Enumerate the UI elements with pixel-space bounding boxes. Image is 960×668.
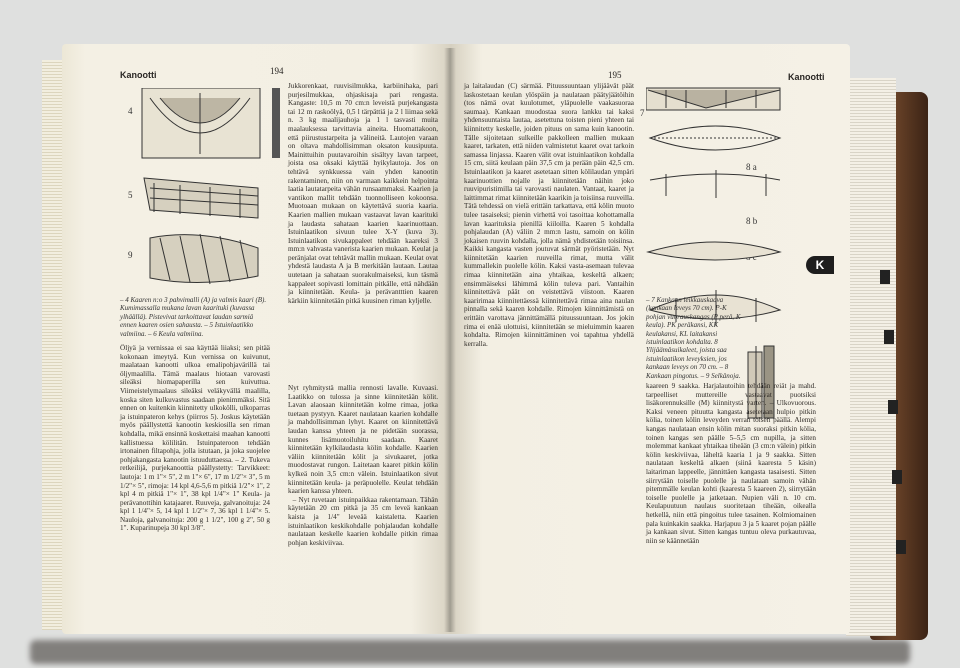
left-page-column-2-lower: Nyt ryhmitystä mallia rennosti lavalle. Kuvaasi. Laatikko on tulossa ja sinne kiinnitetään kölit. Lavan alaosaan kiinnitetään kolme rimaa, jotka tuetaan pystyyn. Kaaret naulataan kaarien kohdalle ja mahdollisimman lyhyt. Kaaret on kiinnitettävä laudan kanssa yhteen ja ne pidetään suorassa, kunnes lisämuotoiluhitu saadaan. Kaaret kiinnitetään kylkilaudasta kölin kohdalle. Kaarien väliin kiinnitetään kölit ja sivukaaret, jotka muodostavat rungon. Laitetaan kaaret pitkin kölin kylkeä noin 3,5 cm:n välein. Istuinlaatikon sivut kiinnitetään keula- ja peräpuolelle. Keulat tehdään kaarien kanssa yhteen. – Nyt ruvetaan istuinpaikkaa rakentamaan. Tähän käytetään 20 cm pitkä ja 35 cm leveä kankaan kaista ja 1/4" leveää kaistaletta. Kaarien istuinlaatikon keskikohdalle pohjalaudan kohdalle naulataan keskelle kaarien kohdalle pitkin rimaa pohjan keskiviivaa. xyxy=(288,384,439,547)
left-page-column-2-upper: Jukkorenkaat, ruuvisilmukka, karbiinihaka, pari purjesilmukkaa, ohjaskisaja pari rengasta. Kangaste: 10,5 m 70 cm:n leveistä purjekangasta tai 12 m raskoölyä, 0,5 l tärpättiä ja 2 l liimaa sekä n. 3 kg maalijauhoja ja 1 l tasvasti muita maalauksessa tarvittavia aineita. Huomattakoon, että piirustustarpeita ja välineitä. Lautojen varaan on oltava mahdollisimman oksaton kuusipuuta. Mainittuihin puutavaroihin sisältyy lavan tarpeet, joista osa oksaki käyttää hyikylautoja. Jos on tehtävä synkkuessa vain yhden kanootin rakentaminen, niin on varmaan kaikkein helpointa laatia lautatarpeita vähän runsaammaksi. Kaarien ja vantikon mallit tehdään tuonnolliseen kokoonsa. Muotoaan mukaan on käytettävä suoria kaaria. Kaarien mallien mukaan vastaavat lavan kaarituki ja laudasta sahataan kaarien kaarinuottaan. Istuinlaatikon sivuun tulee X-Y (kuva 3). Istuinlaatikon sivukappaleet tehdään kaareksi 3 mm:n vahvasta vanerista kaarien mukaan. Keulat ja peränjalat ovat tehtävät mallin mukaan. Keulat ovat yhdestä laudasta A ja B merkitään lautaan. Lautaa uutetaan ja sahataan suorakulmaiseksi, kun täsmä kappaleet sopivasti lomittain pitkälle, että nähdään ja kiinnitetään. Keula- ja perävantttien kaaren kärkiin kiinnitetään pitkä kuusinen riman kyljelle. xyxy=(288,82,440,305)
thumb-index-tab xyxy=(888,400,898,414)
thumb-index-k-tab: K xyxy=(806,256,834,274)
right-page-column-1: ja laitalaudan (C) särmää. Pituussuuntaan ylijäävät päät laskostetaan keulan ylöspäin ja naulataan päätyjäätöihin (tos nämä ovat kuulotumet, yläpuolelle vaakasuoraa saumaa). Kankaan muodostaa suora lankku tai kaksi yhdensuuntaista lautaa, asetettuna toisten pieni yhteen tai kiinnitetty keskelle, joiden pituus on sama kuin kanootin. Tälle sijoitetaan sulkeille pakkolleen mallien mukaan kaaret, tarkaten, että niiden valmistetut kaaret ovat tarkoin samassa linjassa. Kaaren välit ovat istuinlaatikon kohdalla 15 cm, siitä keulaan päin 37,5 cm ja perään päin 42,5 cm. Istuinlaatikon ja kaaret asetetaan sitten kölilaudan ympäri kaarinuottien nojalle ja kiinnitetään näihin joko ruuvipuristimilla tai varovasti naulaten. Vantaat, kaaret ja laittimmat rimat kiinnitetään kaarikin ja toisiinsa ruuveilla. Tätä tehdessä on vielä erittäin tarkattava, että kölin muoto tulee tasaiseksi; pienin virhettä voi tasoittaa kohottamalla lavan kaarituksia pienillä kiiloilla. Kaaren 5 kohdalla pohjalaudan (A) väliin 2 mm:n lastu, samoin on kölin jokaisen ruuvin kohdalla, jolla nämä yhdistetään toisiinsa. Kaikki kangasta vasten joutuvat särmät pyöristetään. Nyt kiinnitetään kaarien ruuveilla rimat, mutta välit kummallekin puolelle kölin. Kaksi vasta-asemaan tulevaa rimaa kiinnitetään aina yhtaikaa, keskeltä alkaen; ensimmäiseksi lähimmä kölin tuleva pari. Vantaihin kiinnitettävä päät on veistettävä viistoon. Kaaren kaaririmaa kiinnitettäessä kiinnitettävä rimaa aina naulan pinnalla sekä kaaren kohdalle. Rimojen kiinnittämistä on erittäin varottava jännittämällä pituussuuntaan. Jos jokin rima ei enää ulottuisi, kiinnitetään se mieluimmin kaaren kohdalta. Rimojen kiinnittäminen voi tapahtua yhdellä kerralla. xyxy=(464,82,636,348)
left-figure-caption: – 4 Kaaren n:o 3 pahvimalli (A) ja valmis kaari (B). Kumimassalla mukana lavan kaarituki (kuvassa ylhäällä). Pistevivat tarkoittavat laudan sarmiä ennen kaaren osien sahausta. – 5 Istuinlaatikko valmiina. – 6 Keula valmiina. xyxy=(120,296,267,338)
page-edges-right xyxy=(846,78,896,636)
left-page xyxy=(62,44,450,634)
right-page xyxy=(450,44,850,634)
right-page-number: 195 xyxy=(608,70,622,80)
left-page-column-1-lower: Öljyä ja vernissaa ei saa käyttää liiaksi; sen pitää kokonaan imeytyä. Kun vernissa on kuivunut, maalataan kanootti ulkoa emalipohjavärillä tai öljymaalilla. Tämä maalaus hiotaan varovasti sileäksi hiomapaperilla sen kuivuttua. Viimeistelymaalaus sileäksi veläkyvällä maalilla, koska siten kulkuvastus saadaan pienimmäksi. Sitä ennen on kuitenkin kiinnitetty ulkokölli, ulkoparras ja istuinpateron kehys (piirros 5). Joskus käytetään myös päällystettä kanootin keskiosilla sen riman kohdalla, mikä ensinnä koskettaisi maahan kanootti kallistuessa kölilitän. Istuinpateroon tehdään irtonainen filtapohja, jolla istutaan, ja joka suojelee pohjakangasta kanootin istuuduttaessa. – 2. Tukeva retkeilijä, purjekanoottia päällystetty: Tarvikkeet: lautoja: 1 m 1"× 5", 2 m 1"× 6", 17 m 1/2"× 3", 5 m 1/2"× 5", rimoja: 14 kpl 4,6-5,6 m pitkiä 1/2"× 1", 2 kpl 4 m pitkiä 1"× 1", 38 kpl 1/4"× 1" Keula- ja perävanottihin katajaaret. Ruuveja, galvanoituja: 24 kpl 1 1/4"× 5, 14 kpl 1 1/2"× 7, 36 kpl 1 1/4"× 5. Nauloja, galvanoituja: 200 g 1 1/2", 100 g 2", 50 g 1". Kuparinupeja 30 kpl 3/8". xyxy=(120,344,272,533)
book-gutter xyxy=(444,48,456,632)
figure-label-9: 9 xyxy=(128,250,133,260)
figure-label-4: 4 xyxy=(128,106,133,116)
figure-label-7: 7 xyxy=(640,108,645,118)
left-page-number: 194 xyxy=(270,66,284,76)
book-shadow xyxy=(30,640,910,664)
thumb-index-tab xyxy=(892,470,902,484)
left-page-header: Kanootti xyxy=(120,70,157,80)
figure-label-5: 5 xyxy=(128,190,133,200)
figure-label-8a: 8 a xyxy=(746,162,757,172)
canoe-frame-diagrams xyxy=(140,88,270,288)
thumb-index-tab xyxy=(896,540,906,554)
frame-profile-detail xyxy=(270,88,282,158)
right-page-column-2: kaareen 9 saakka. Harjalautoihin tehdään reiät ja mahd. tarpeelliset muttereille vastaavat puotsiksi lisäkorennuksille (M) kiinnitystä varten. – Ulkovuorous. Kaksi veneen pituutta kangasta asetetaan hulpio pitkin kölia, toinen kölin leveyden verran toisen päällä. Alempi kangas naulataan ensin kölin mitan suoraksi pitkin kölia, toinen kangas sen päälle 5–5,5 cm nupilla, ja sitten molemmat kankaat yhtaikaa tiheään (3 cm:n välein) pitkin kölin keskiviivaa, läheltä kaaria 1 ja 9 saakka. Sitten naulataan keskeltä alkaen (siinä kaaresta 5 käsin) laitariman lappeelle, jännittäen kangasta tasaisesti. Sitten siirrytään toiselle puolelle ja naulataan samoin vähän pitemmälle keulan kohti (kaaresta 5 kaareen 2), siirrytään toiselle puolelle ja jatketaan. Nupien väli n. 10 cm. Keulapuutuun naulaus suoritetaan tiheään, oikealla hetkellä, niin että pingoitus tulee tasainen. Kolmiomainen pala kuinkakin saakka. Harjapuu 3 ja 5 kaaret pojan päälle ja kankaan sivut. Sitten kangas tuntuu oleva purkautuvaa, niin se käännetään xyxy=(646,382,818,545)
thumb-index-tab xyxy=(880,270,890,284)
figure-label-8b: 8 b xyxy=(746,216,758,226)
thumb-index-tab xyxy=(884,330,894,344)
right-figure-caption: – 7 Kankaan leikkauskaava (kankaan leveys 70 cm). P-K pohjan vuorauskangas (P perä, K keula). PK peräkansi, KK keulakansi, KL laitakansi istuinlaatikon kohdalta. 8 Ylijäämäsuikaleet, joista saa istuinlaatikon leveyksien, jos kankaan leveys on 70 cm. – 8 Kankaan pingotus. – 9 Selkänoja. xyxy=(646,296,741,380)
right-page-header: Kanootti xyxy=(788,72,825,82)
